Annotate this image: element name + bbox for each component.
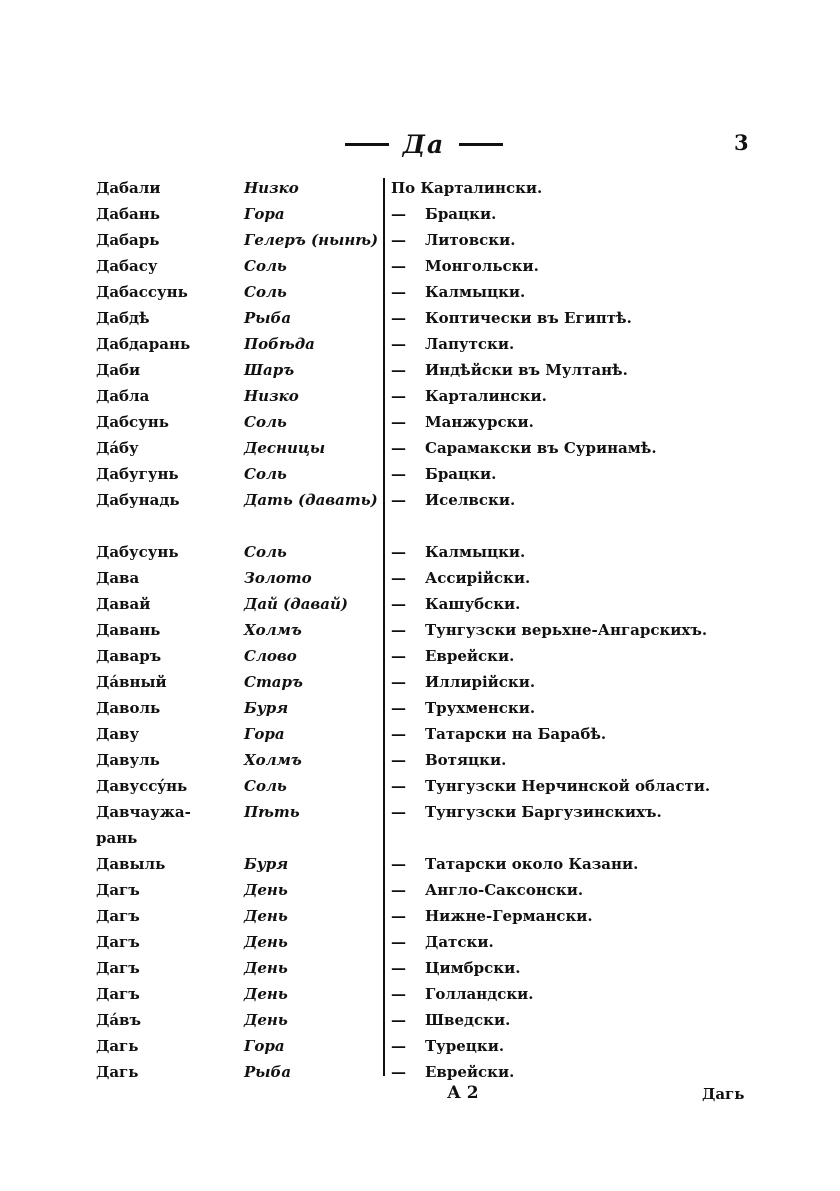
entry-meaning: День xyxy=(244,907,288,925)
entry-language: Нижне-Германски. xyxy=(425,907,593,925)
entry-row xyxy=(0,643,840,669)
entry-dash: — xyxy=(391,673,406,691)
entry-row xyxy=(0,799,840,851)
entry-dash: — xyxy=(391,543,406,561)
entry-word: Дáвъ xyxy=(96,1011,141,1029)
entry-word: Дагъ xyxy=(96,959,140,977)
entry-word: Дабали xyxy=(96,179,161,197)
entry-dash: — xyxy=(391,777,406,795)
entry-row xyxy=(0,747,840,773)
entry-language: Еврейски. xyxy=(425,647,515,665)
entry-language: Литовски. xyxy=(425,231,516,249)
entry-dash: — xyxy=(391,257,406,275)
entry-language: Калмыцки. xyxy=(425,283,526,301)
entry-meaning: Буря xyxy=(244,699,289,717)
entry-dash: — xyxy=(391,959,406,977)
entry-row xyxy=(0,1007,840,1033)
entry-list xyxy=(0,175,840,1085)
entry-meaning: Десницы xyxy=(244,439,326,457)
entry-row xyxy=(0,539,840,565)
entry-dash: — xyxy=(391,881,406,899)
entry-word: Дабдарань xyxy=(96,335,191,353)
entry-word: Дагъ xyxy=(96,907,140,925)
entry-row xyxy=(0,331,840,357)
entry-row xyxy=(0,1059,840,1085)
entry-row xyxy=(0,305,840,331)
entry-language: Манжурски. xyxy=(425,413,534,431)
entry-row xyxy=(0,565,840,591)
entry-word: Даби xyxy=(96,361,141,379)
entry-language: По Карталински. xyxy=(391,179,543,197)
entry-meaning: Побѣда xyxy=(244,335,315,353)
entry-meaning: Холмъ xyxy=(244,621,302,639)
entry-dash: — xyxy=(391,465,406,483)
entry-row xyxy=(0,981,840,1007)
entry-row xyxy=(0,487,840,539)
entry-language: Индѣйски въ Мултанѣ. xyxy=(425,361,628,379)
entry-word: Дагъ xyxy=(96,985,140,1003)
entry-language: Коптически въ Египтѣ. xyxy=(425,309,632,327)
entry-word: Даваръ xyxy=(96,647,162,665)
entry-dash: — xyxy=(391,309,406,327)
entry-dash: — xyxy=(391,985,406,1003)
entry-word: Дабусунь xyxy=(96,543,179,561)
entry-word: Дагь xyxy=(96,1037,139,1055)
entry-meaning: Слово xyxy=(244,647,297,665)
entry-language: Турецки. xyxy=(425,1037,505,1055)
entry-row xyxy=(0,461,840,487)
entry-dash: — xyxy=(391,907,406,925)
entry-word: Даву xyxy=(96,725,140,743)
entry-word: Дабарь xyxy=(96,231,160,249)
entry-row xyxy=(0,409,840,435)
entry-meaning: Шаръ xyxy=(244,361,295,379)
entry-language: Англо-Саксонски. xyxy=(425,881,584,899)
entry-dash: — xyxy=(391,413,406,431)
entry-row xyxy=(0,721,840,747)
entry-meaning: Дать (давать) xyxy=(244,491,378,509)
entry-language: Трухменски. xyxy=(425,699,536,717)
entry-dash: — xyxy=(391,335,406,353)
entry-meaning: Гора xyxy=(244,205,285,223)
entry-meaning: Гелеръ (нынѣ) xyxy=(244,231,379,249)
entry-meaning: Соль xyxy=(244,465,287,483)
entry-word: Дабугунь xyxy=(96,465,179,483)
entry-row xyxy=(0,201,840,227)
entry-meaning: Низко xyxy=(244,179,299,197)
entry-language: Ассирійски. xyxy=(425,569,531,587)
catchword: Дагь xyxy=(702,1085,745,1103)
page-header xyxy=(0,130,840,162)
entry-meaning: День xyxy=(244,933,288,951)
entry-meaning: Соль xyxy=(244,777,287,795)
entry-word: Давуссýнь xyxy=(96,777,188,795)
entry-row xyxy=(0,357,840,383)
entry-row xyxy=(0,1033,840,1059)
entry-row xyxy=(0,851,840,877)
running-head-text: Да xyxy=(402,130,446,159)
entry-language: Тунгузски верьхне-Ангарскихъ. xyxy=(425,621,708,639)
entry-dash: — xyxy=(391,595,406,613)
entry-meaning: Соль xyxy=(244,283,287,301)
entry-language: Шведски. xyxy=(425,1011,511,1029)
entry-meaning: Пѣть xyxy=(244,803,300,821)
entry-dash: — xyxy=(391,751,406,769)
entry-meaning: Рыба xyxy=(244,309,292,327)
entry-row xyxy=(0,435,840,461)
entry-row xyxy=(0,955,840,981)
entry-dash: — xyxy=(391,1037,406,1055)
entry-word: Дабсунь xyxy=(96,413,169,431)
page-footer xyxy=(0,1083,840,1111)
entry-row xyxy=(0,383,840,409)
entry-row xyxy=(0,773,840,799)
entry-word: Дагъ xyxy=(96,881,140,899)
entry-dash: — xyxy=(391,621,406,639)
entry-meaning: Дай (давай) xyxy=(244,595,349,613)
entry-dash: — xyxy=(391,361,406,379)
signature-mark: А 2 xyxy=(447,1083,479,1103)
entry-meaning: День xyxy=(244,1011,288,1029)
entry-language: Цимбрски. xyxy=(425,959,521,977)
entry-word: Дабунадь xyxy=(96,491,180,509)
entry-word: Давай xyxy=(96,595,151,613)
entry-language: Тунгузски Баргузинскихъ. xyxy=(425,803,662,821)
entry-language: Тунгузски Нерчинской области. xyxy=(425,777,711,795)
entry-word: Дабла xyxy=(96,387,150,405)
entry-meaning: Рыба xyxy=(244,1063,292,1081)
entry-meaning: Старъ xyxy=(244,673,303,691)
entry-row xyxy=(0,695,840,721)
entry-row xyxy=(0,227,840,253)
entry-row xyxy=(0,175,840,201)
entry-language: Датски. xyxy=(425,933,494,951)
entry-dash: — xyxy=(391,569,406,587)
entry-language: Татарски около Казани. xyxy=(425,855,639,873)
entry-row xyxy=(0,617,840,643)
entry-row xyxy=(0,929,840,955)
entry-language: Брацки. xyxy=(425,205,497,223)
entry-dash: — xyxy=(391,283,406,301)
left-rule xyxy=(345,143,389,146)
entry-dash: — xyxy=(391,387,406,405)
entry-language: Калмыцки. xyxy=(425,543,526,561)
entry-row xyxy=(0,253,840,279)
entry-dash: — xyxy=(391,1063,406,1081)
entry-word: Дабань xyxy=(96,205,160,223)
entry-row xyxy=(0,279,840,305)
entry-meaning: Буря xyxy=(244,855,289,873)
entry-language: Татарски на Барабѣ. xyxy=(425,725,607,743)
entry-language: Сарамакски въ Суринамѣ. xyxy=(425,439,657,457)
entry-word: Дáвный xyxy=(96,673,167,691)
entry-row xyxy=(0,877,840,903)
entry-meaning: Соль xyxy=(244,257,287,275)
entry-meaning: Соль xyxy=(244,543,287,561)
entry-word: Дава xyxy=(96,569,140,587)
page-number: 3 xyxy=(734,130,749,155)
entry-meaning: Соль xyxy=(244,413,287,431)
entry-dash: — xyxy=(391,933,406,951)
entry-dash: — xyxy=(391,439,406,457)
entry-word: Дабдѣ xyxy=(96,309,150,327)
entry-language: Голландски. xyxy=(425,985,534,1003)
entry-meaning: День xyxy=(244,985,288,1003)
entry-dash: — xyxy=(391,725,406,743)
entry-dash: — xyxy=(391,205,406,223)
entry-dash: — xyxy=(391,647,406,665)
entry-row xyxy=(0,903,840,929)
entry-word: Дагъ xyxy=(96,933,140,951)
entry-word: Дáбу xyxy=(96,439,139,457)
entry-word: Давчаужа-рань xyxy=(96,803,191,847)
right-rule xyxy=(459,143,503,146)
entry-language: Иллирійски. xyxy=(425,673,536,691)
entry-language: Брацки. xyxy=(425,465,497,483)
entry-language: Кашубски. xyxy=(425,595,521,613)
entry-meaning: Гора xyxy=(244,725,285,743)
entry-word: Даволь xyxy=(96,699,161,717)
entry-meaning: Низко xyxy=(244,387,299,405)
entry-language: Еврейски. xyxy=(425,1063,515,1081)
entry-dash: — xyxy=(391,855,406,873)
entry-meaning: Золото xyxy=(244,569,312,587)
entry-word: Дабасу xyxy=(96,257,158,275)
running-head xyxy=(334,130,514,159)
entry-dash: — xyxy=(391,699,406,717)
entry-dash: — xyxy=(391,491,406,509)
entry-meaning: День xyxy=(244,881,288,899)
entry-meaning: День xyxy=(244,959,288,977)
entry-language: Карталински. xyxy=(425,387,547,405)
entry-language: Иселвски. xyxy=(425,491,516,509)
entry-dash: — xyxy=(391,803,406,821)
entry-language: Лапутски. xyxy=(425,335,515,353)
entry-row xyxy=(0,591,840,617)
entry-word: Дагь xyxy=(96,1063,139,1081)
entry-row xyxy=(0,669,840,695)
entry-meaning: Холмъ xyxy=(244,751,302,769)
entry-language: Вотяцки. xyxy=(425,751,507,769)
entry-language: Монгольски. xyxy=(425,257,539,275)
entry-dash: — xyxy=(391,1011,406,1029)
entry-word: Давыль xyxy=(96,855,166,873)
entry-word: Давуль xyxy=(96,751,160,769)
entry-word: Давань xyxy=(96,621,161,639)
entry-word: Дабассунь xyxy=(96,283,188,301)
entry-meaning: Гора xyxy=(244,1037,285,1055)
entry-dash: — xyxy=(391,231,406,249)
